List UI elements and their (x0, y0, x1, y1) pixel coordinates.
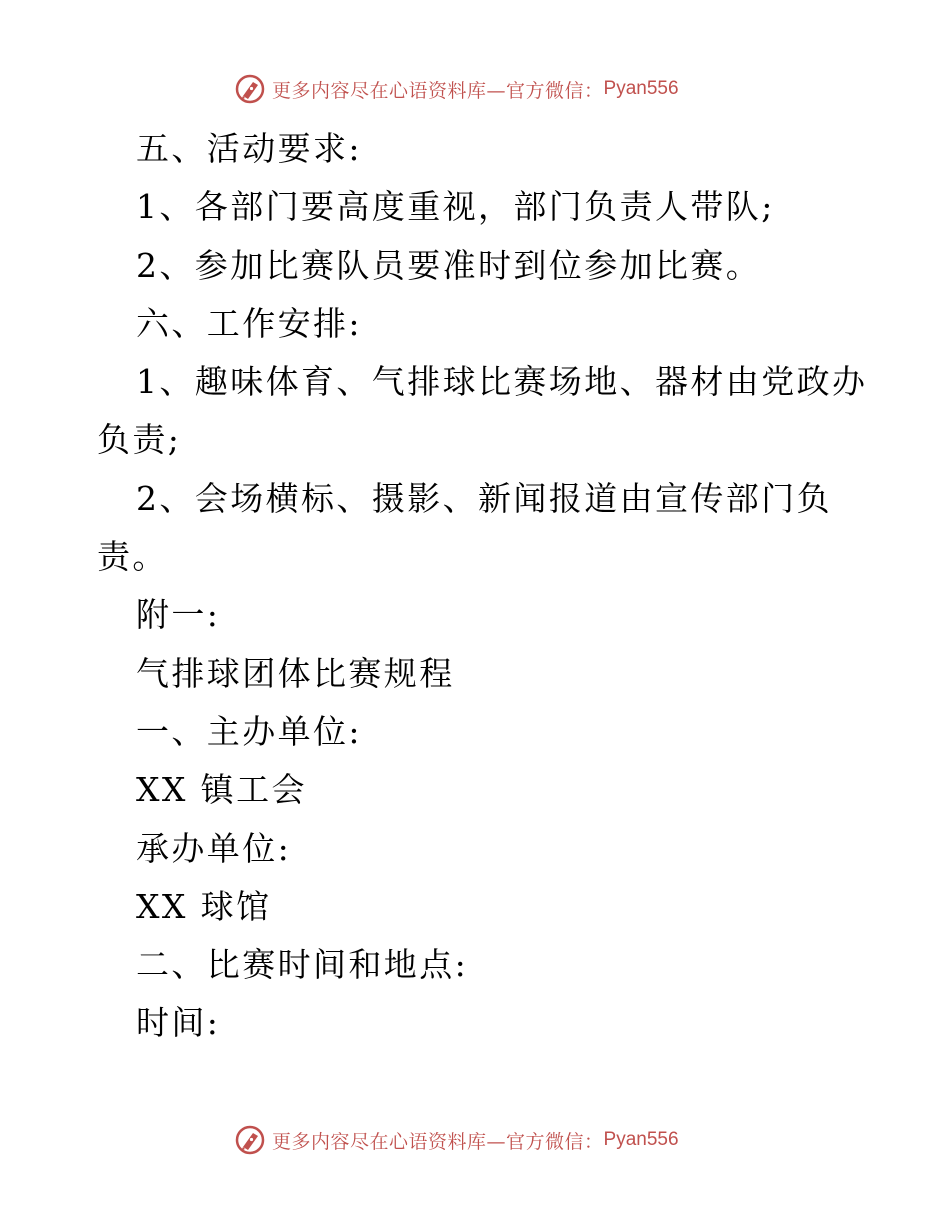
section-heading-work-arrangement: 六、工作安排: (136, 303, 362, 343)
pen-nib-logo-icon (234, 73, 266, 105)
paragraph-line-continuation: 责。 (97, 537, 168, 577)
appendix-label: 附一: (136, 595, 221, 635)
footer-watermark (234, 1123, 679, 1157)
watermark-text: 更多内容尽在心语资料库—官方微信： (272, 1130, 604, 1153)
appendix-title: 气排球团体比赛规程 (136, 653, 455, 693)
header-watermark (234, 72, 679, 106)
section-heading-organizer: 一、主办单位: (136, 711, 362, 751)
document-body (97, 120, 868, 1053)
subheading-co-organizer: 承办单位: (136, 828, 292, 868)
watermark-wechat-id: Pyan556 (603, 1129, 679, 1150)
paragraph-line: XX 球馆 (136, 886, 272, 926)
paragraph-line: 1、趣味体育、气排球比赛场地、器材由党政办 (136, 362, 868, 402)
watermark-text: 更多内容尽在心语资料库—官方微信： (272, 79, 604, 102)
section-heading-time-and-place: 二、比赛时间和地点: (136, 945, 469, 985)
paragraph-line: 1、各部门要高度重视，部门负责人带队; (136, 187, 775, 227)
paragraph-line: 2、会场横标、摄影、新闻报道由宣传部门负 (136, 478, 832, 518)
subheading-time: 时间: (136, 1003, 221, 1043)
paragraph-line-continuation: 负责; (97, 420, 182, 460)
watermark-wechat-id: Pyan556 (603, 78, 679, 99)
section-heading-activity-requirements: 五、活动要求: (136, 129, 362, 168)
paragraph-line: 2、参加比赛队员要准时到位参加比赛。 (136, 245, 762, 285)
pen-nib-logo-icon (234, 1124, 266, 1156)
paragraph-line: XX 镇工会 (136, 770, 307, 810)
